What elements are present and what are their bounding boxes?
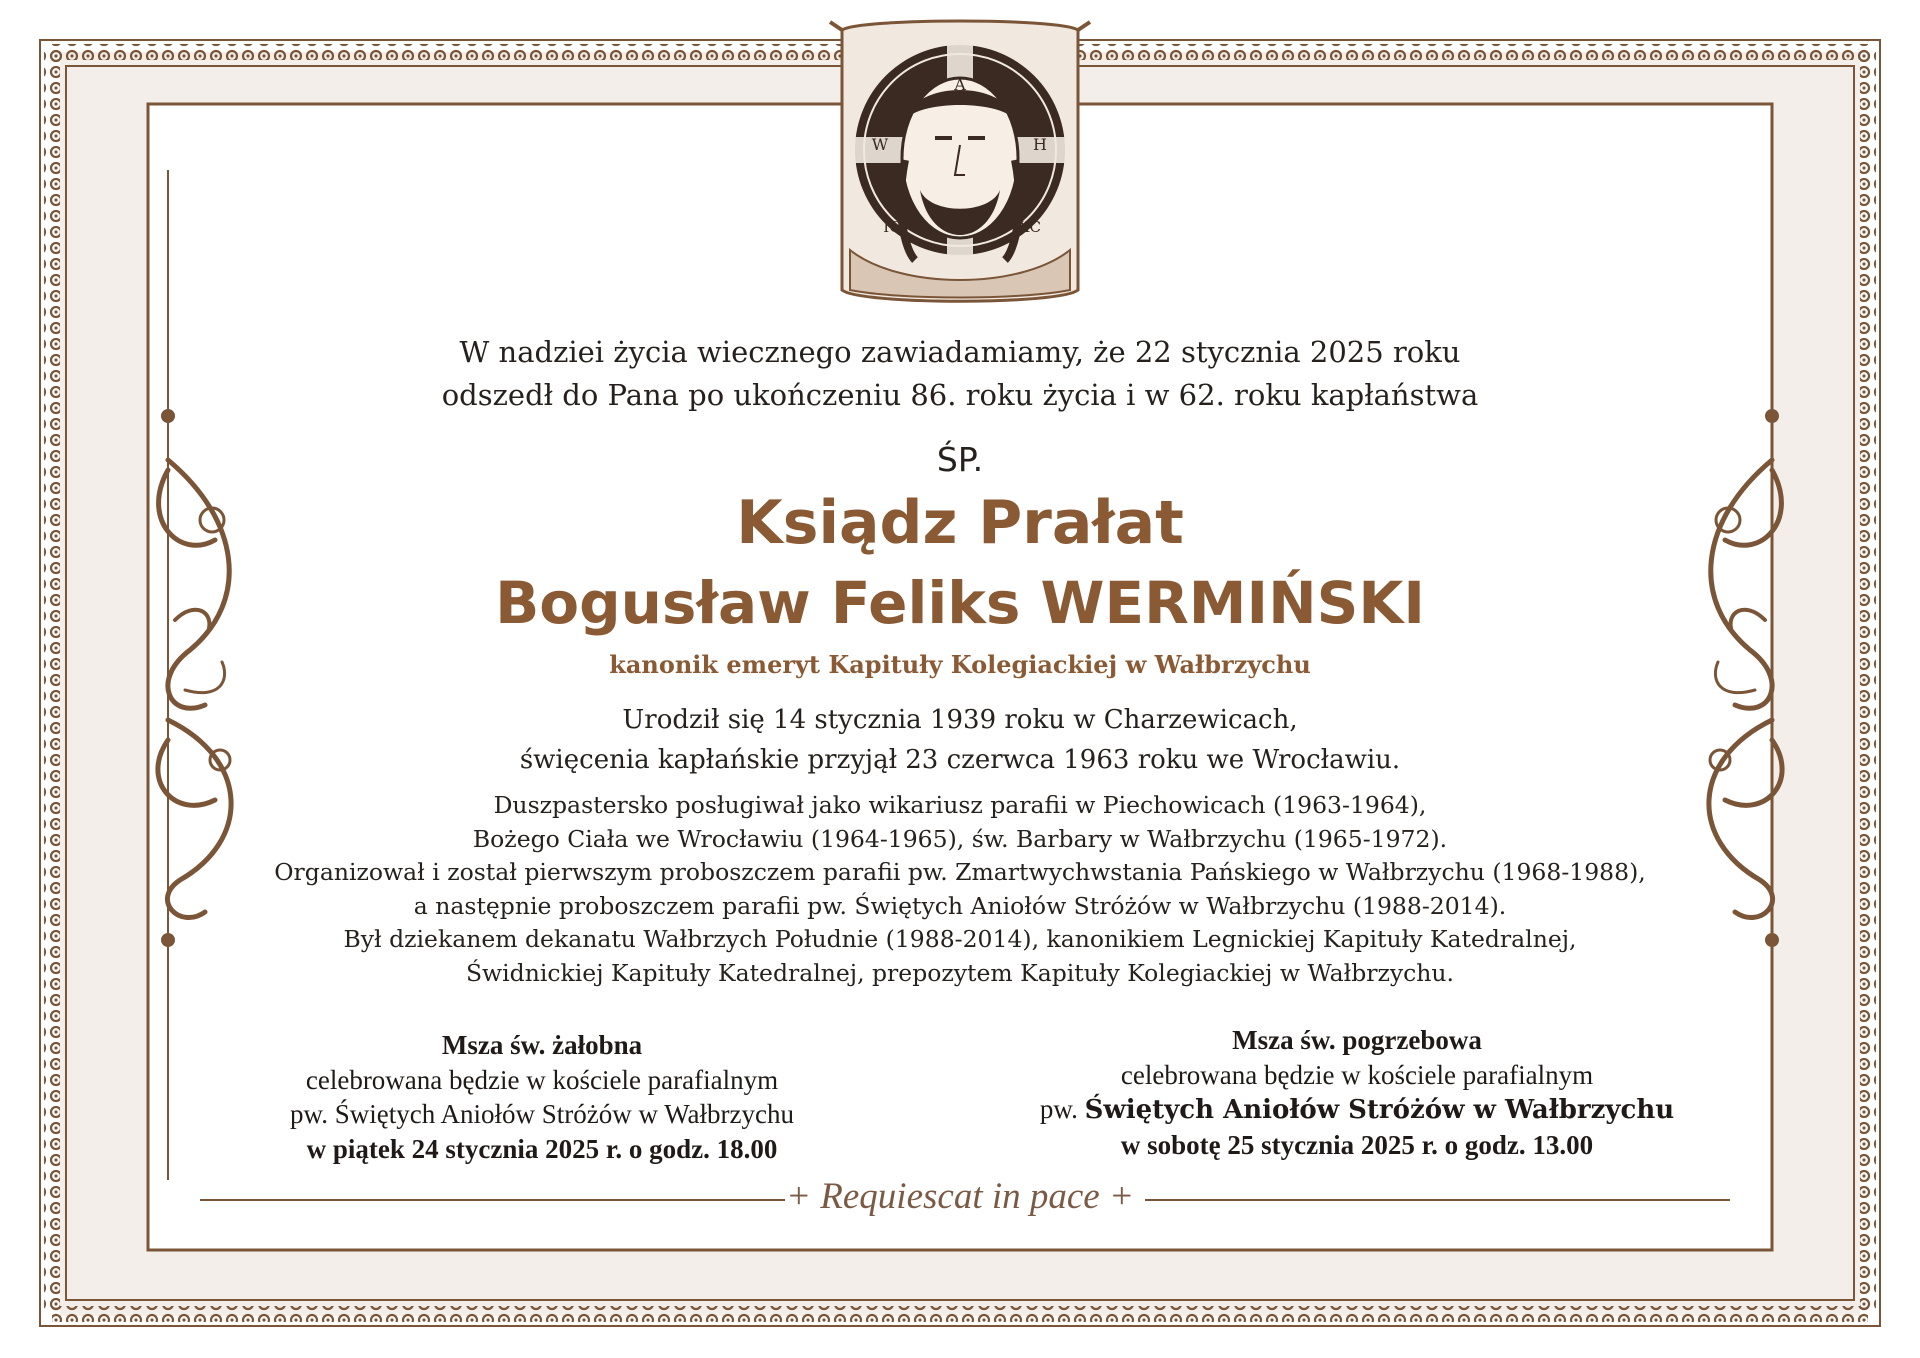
funeral-mass-parish-name: Świętych Aniołów Stróżów w Wałbrzychu xyxy=(1084,1095,1675,1125)
icon-letter-right: H xyxy=(1033,135,1047,154)
icon-letter-top: A xyxy=(954,75,966,94)
cross-left: + xyxy=(786,1176,812,1217)
birth-line: Urodził się 14 stycznia 1939 roku w Charzewicach, xyxy=(622,705,1298,735)
funeral-mass-parish-prefix: pw. xyxy=(1039,1094,1078,1124)
announcement xyxy=(400,331,1520,417)
career-line: a następnie proboszczem parafii pw. Świętych Aniołów Stróżów w Wałbrzychu (1988-2014). xyxy=(413,891,1507,920)
requiescat-motto xyxy=(760,1175,1160,1218)
career-line: Bożego Ciała we Wrocławiu (1964-1965), św. Barbary w Wałbrzychu (1965-1972). xyxy=(472,824,1448,853)
career-line: Duszpastersko posługiwał jako wikariusz parafii w Piechowicach (1963-1964), xyxy=(493,791,1427,819)
icon-letter-bottom-right: XC xyxy=(1019,218,1041,236)
requiescat-text: Requiescat in pace xyxy=(820,1176,1100,1217)
announcement-line: W nadziei życia wiecznego zawiadamiamy, że 22 stycznia 2025 roku xyxy=(459,335,1461,369)
subtitle: kanonik emeryt Kapituły Kolegiackiej w Wałbrzychu xyxy=(609,650,1311,679)
career-line: Był dziekanem dekanatu Wałbrzych Południe (1988-2014), kanonikiem Legnickiej Kapituły Katedralnej, xyxy=(343,925,1577,954)
career-line: Organizował i został pierwszym proboszczem parafii pw. Zmartwychwstania Pańskiego w Wałbrzychu (1968-1988), xyxy=(274,858,1646,887)
funeral-mass-heading: Msza św. pogrzebowa xyxy=(1232,1025,1482,1055)
career-line: Świdnickiej Kapituły Katedralnej, prepozytem Kapituły Kolegiackiej w Wałbrzychu. xyxy=(465,958,1455,987)
title-rank: Ksiądz Prałat xyxy=(736,488,1184,558)
cross-right: + xyxy=(1108,1176,1134,1217)
announcement-line: odszedł do Pana po ukończeniu 86. roku życia i w 62. roku kapłaństwa xyxy=(441,378,1479,412)
icon-letter-bottom-left: IC xyxy=(883,218,901,236)
birth-info xyxy=(420,700,1500,780)
mourning-mass-info xyxy=(192,1028,892,1166)
mourning-mass-heading: Msza św. żałobna xyxy=(441,1030,643,1060)
ordination-line: święcenia kapłańskie przyjął 23 czerwca 1963 roku we Wrocławiu. xyxy=(519,745,1401,775)
sp-label: ŚP. xyxy=(936,440,984,479)
mourning-mass-parish: pw. Świętych Aniołów Stróżów w Wałbrzychu xyxy=(289,1099,794,1129)
funeral-mass-place: celebrowana będzie w kościele parafialnym xyxy=(1120,1059,1594,1090)
funeral-mass-parish xyxy=(1007,1092,1707,1128)
funeral-mass-info xyxy=(1007,1023,1707,1162)
title-name: Bogusław Feliks WERMIŃSKI xyxy=(495,569,1425,637)
mourning-mass-place: celebrowana będzie w kościele parafialnym xyxy=(305,1064,779,1095)
funeral-mass-time: w sobotę 25 stycznia 2025 r. o godz. 13.00 xyxy=(1120,1129,1594,1160)
mourning-mass-time: w piątek 24 stycznia 2025 r. o godz. 18.00 xyxy=(306,1133,778,1164)
icon-letter-left: W xyxy=(871,135,889,154)
career-paragraph xyxy=(180,789,1740,991)
